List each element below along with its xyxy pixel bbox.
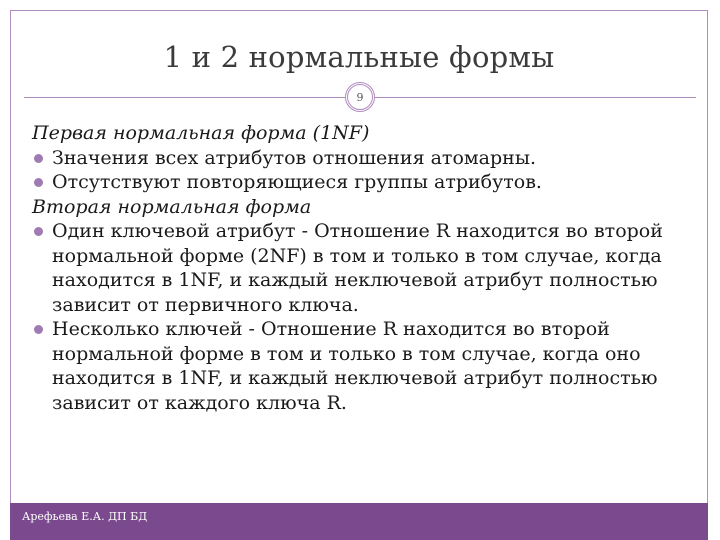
list-item xyxy=(32,146,702,171)
bullet-icon xyxy=(34,154,43,163)
list-item-text: Значения всех атрибутов отношения атомарны. xyxy=(52,146,536,169)
slide-number: 9 xyxy=(356,90,364,104)
bullet-icon xyxy=(34,325,43,334)
footer-author: Арефьева Е.А. ДП БД xyxy=(22,510,148,523)
list-item xyxy=(32,170,702,195)
slide-number-badge xyxy=(345,82,375,112)
bullet-icon xyxy=(34,178,43,187)
list-item xyxy=(32,219,702,317)
list-item-text: Несколько ключей - Отношение R находится во второй нормальной форме в том и только в том случае, когда оно находится в 1NF, и каждый неключевой атрибут полностью зависит от каждого ключа R. xyxy=(52,318,658,414)
bullet-icon xyxy=(34,227,43,236)
slide-title: 1 и 2 нормальные формы xyxy=(163,40,555,74)
slide-content xyxy=(32,121,702,415)
section-heading-2nf: Вторая нормальная форма xyxy=(32,195,312,218)
section-heading-1nf: Первая нормальная форма (1NF) xyxy=(32,122,370,144)
list-item-text: Отсутствуют повторяющиеся группы атрибутов. xyxy=(52,171,542,193)
list-item xyxy=(32,317,702,415)
list-item-text: Один ключевой атрибут - Отношение R находится во второй нормальной форме (2NF) в том и только в том случае, когда находится в 1NF, и каждый неключевой атрибут полностью зависит от первичного ключа. xyxy=(52,220,663,316)
